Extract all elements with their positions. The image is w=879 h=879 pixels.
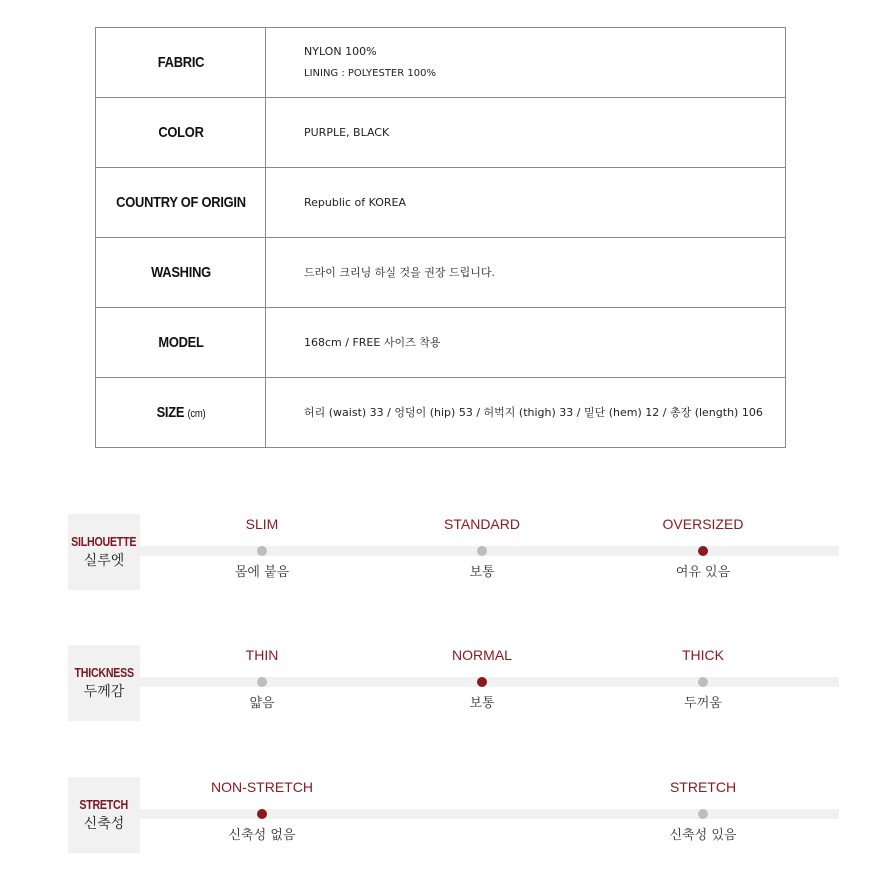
scale-dot-selected bbox=[477, 677, 487, 687]
scale-dot bbox=[257, 677, 267, 687]
stretch-label bbox=[68, 777, 140, 853]
silhouette-point-oversized bbox=[603, 514, 803, 594]
thickness-point-normal bbox=[382, 645, 582, 725]
spec-value-line: LINING : POLYESTER 100% bbox=[304, 67, 436, 79]
silhouette-scale bbox=[0, 514, 879, 594]
scale-dot bbox=[698, 677, 708, 687]
scale-dot-selected bbox=[698, 546, 708, 556]
stretch-label-ko: 신축성 bbox=[83, 816, 125, 832]
scale-point-top-label: SLIM bbox=[245, 516, 279, 532]
spec-value-model bbox=[266, 308, 786, 378]
scale-point-top-label: THICK bbox=[682, 647, 724, 663]
spec-label-color: COLOR bbox=[107, 98, 253, 168]
spec-value-color bbox=[266, 98, 786, 168]
thickness-label-en: THICKNESS bbox=[74, 665, 134, 680]
stretch-point-stretch bbox=[603, 777, 803, 857]
scale-dot bbox=[698, 809, 708, 819]
spec-row-washing bbox=[96, 238, 786, 308]
spec-value-washing bbox=[266, 238, 786, 308]
stretch-label-en: STRETCH bbox=[79, 797, 129, 812]
scale-point-bottom-label: 보통 bbox=[469, 565, 495, 580]
silhouette-point-standard bbox=[382, 514, 582, 594]
stretch-scale bbox=[0, 777, 879, 857]
silhouette-label-ko: 실루엣 bbox=[83, 553, 125, 569]
silhouette-point-slim bbox=[162, 514, 362, 594]
spec-label-washing: WASHING bbox=[107, 238, 253, 308]
spec-row-origin bbox=[96, 168, 786, 238]
spec-table bbox=[95, 27, 786, 448]
spec-value-line: Republic of KOREA bbox=[304, 195, 406, 209]
scale-point-bottom-label: 신축성 없음 bbox=[228, 828, 296, 843]
scale-point-top-label: NON-STRETCH bbox=[211, 779, 313, 795]
scale-point-bottom-label: 보통 bbox=[469, 696, 495, 711]
spec-label-fabric: FABRIC bbox=[107, 28, 253, 98]
scale-point-bottom-label: 신축성 있음 bbox=[669, 828, 737, 843]
scale-point-top-label: NORMAL bbox=[452, 647, 512, 663]
silhouette-label-en: SILHOUETTE bbox=[71, 534, 137, 549]
thickness-point-thin bbox=[162, 645, 362, 725]
thickness-point-thick bbox=[603, 645, 803, 725]
scale-point-top-label: THIN bbox=[245, 647, 279, 663]
spec-row-size bbox=[96, 378, 786, 448]
scale-point-top-label: STANDARD bbox=[444, 516, 520, 532]
scale-dot bbox=[477, 546, 487, 556]
scale-point-top-label: STRETCH bbox=[669, 779, 737, 795]
thickness-label bbox=[68, 645, 140, 721]
spec-value-origin bbox=[266, 168, 786, 238]
spec-value-line: PURPLE, BLACK bbox=[304, 125, 390, 139]
spec-value-line: 168cm / FREE 사이즈 착용 bbox=[304, 335, 441, 349]
spec-label-origin: COUNTRY OF ORIGIN bbox=[107, 168, 253, 238]
silhouette-label bbox=[68, 514, 140, 590]
spec-label-model: MODEL bbox=[107, 308, 253, 378]
thickness-label-ko: 두께감 bbox=[83, 684, 125, 700]
scale-dot bbox=[257, 546, 267, 556]
spec-row-color bbox=[96, 98, 786, 168]
scale-point-bottom-label: 여유 있음 bbox=[675, 565, 731, 580]
stretch-point-non-stretch bbox=[162, 777, 362, 857]
spec-row-fabric bbox=[96, 28, 786, 98]
scale-point-top-label: OVERSIZED bbox=[662, 516, 744, 532]
thickness-scale bbox=[0, 645, 879, 725]
spec-row-model bbox=[96, 308, 786, 378]
spec-value-fabric bbox=[266, 28, 786, 98]
spec-value-size bbox=[266, 378, 786, 448]
scale-point-bottom-label: 두꺼움 bbox=[684, 696, 722, 711]
spec-value-line: 허리 (waist) 33 / 엉덩이 (hip) 53 / 허벅지 (thigh) 33 / 밑단 (hem) 12 / 총장 (length) 106 bbox=[304, 405, 763, 419]
scale-point-bottom-label: 몸에 붙음 bbox=[234, 565, 290, 580]
spec-label-size-text: SIZE bbox=[156, 404, 184, 421]
scale-point-bottom-label: 얇음 bbox=[249, 696, 275, 711]
scale-dot-selected bbox=[257, 809, 267, 819]
spec-value-line: 드라이 크리닝 하실 것을 권장 드립니다. bbox=[304, 265, 495, 279]
spec-value-line: NYLON 100% bbox=[304, 44, 377, 58]
spec-label-size bbox=[107, 378, 253, 448]
spec-label-size-unit: (cm) bbox=[187, 408, 205, 420]
